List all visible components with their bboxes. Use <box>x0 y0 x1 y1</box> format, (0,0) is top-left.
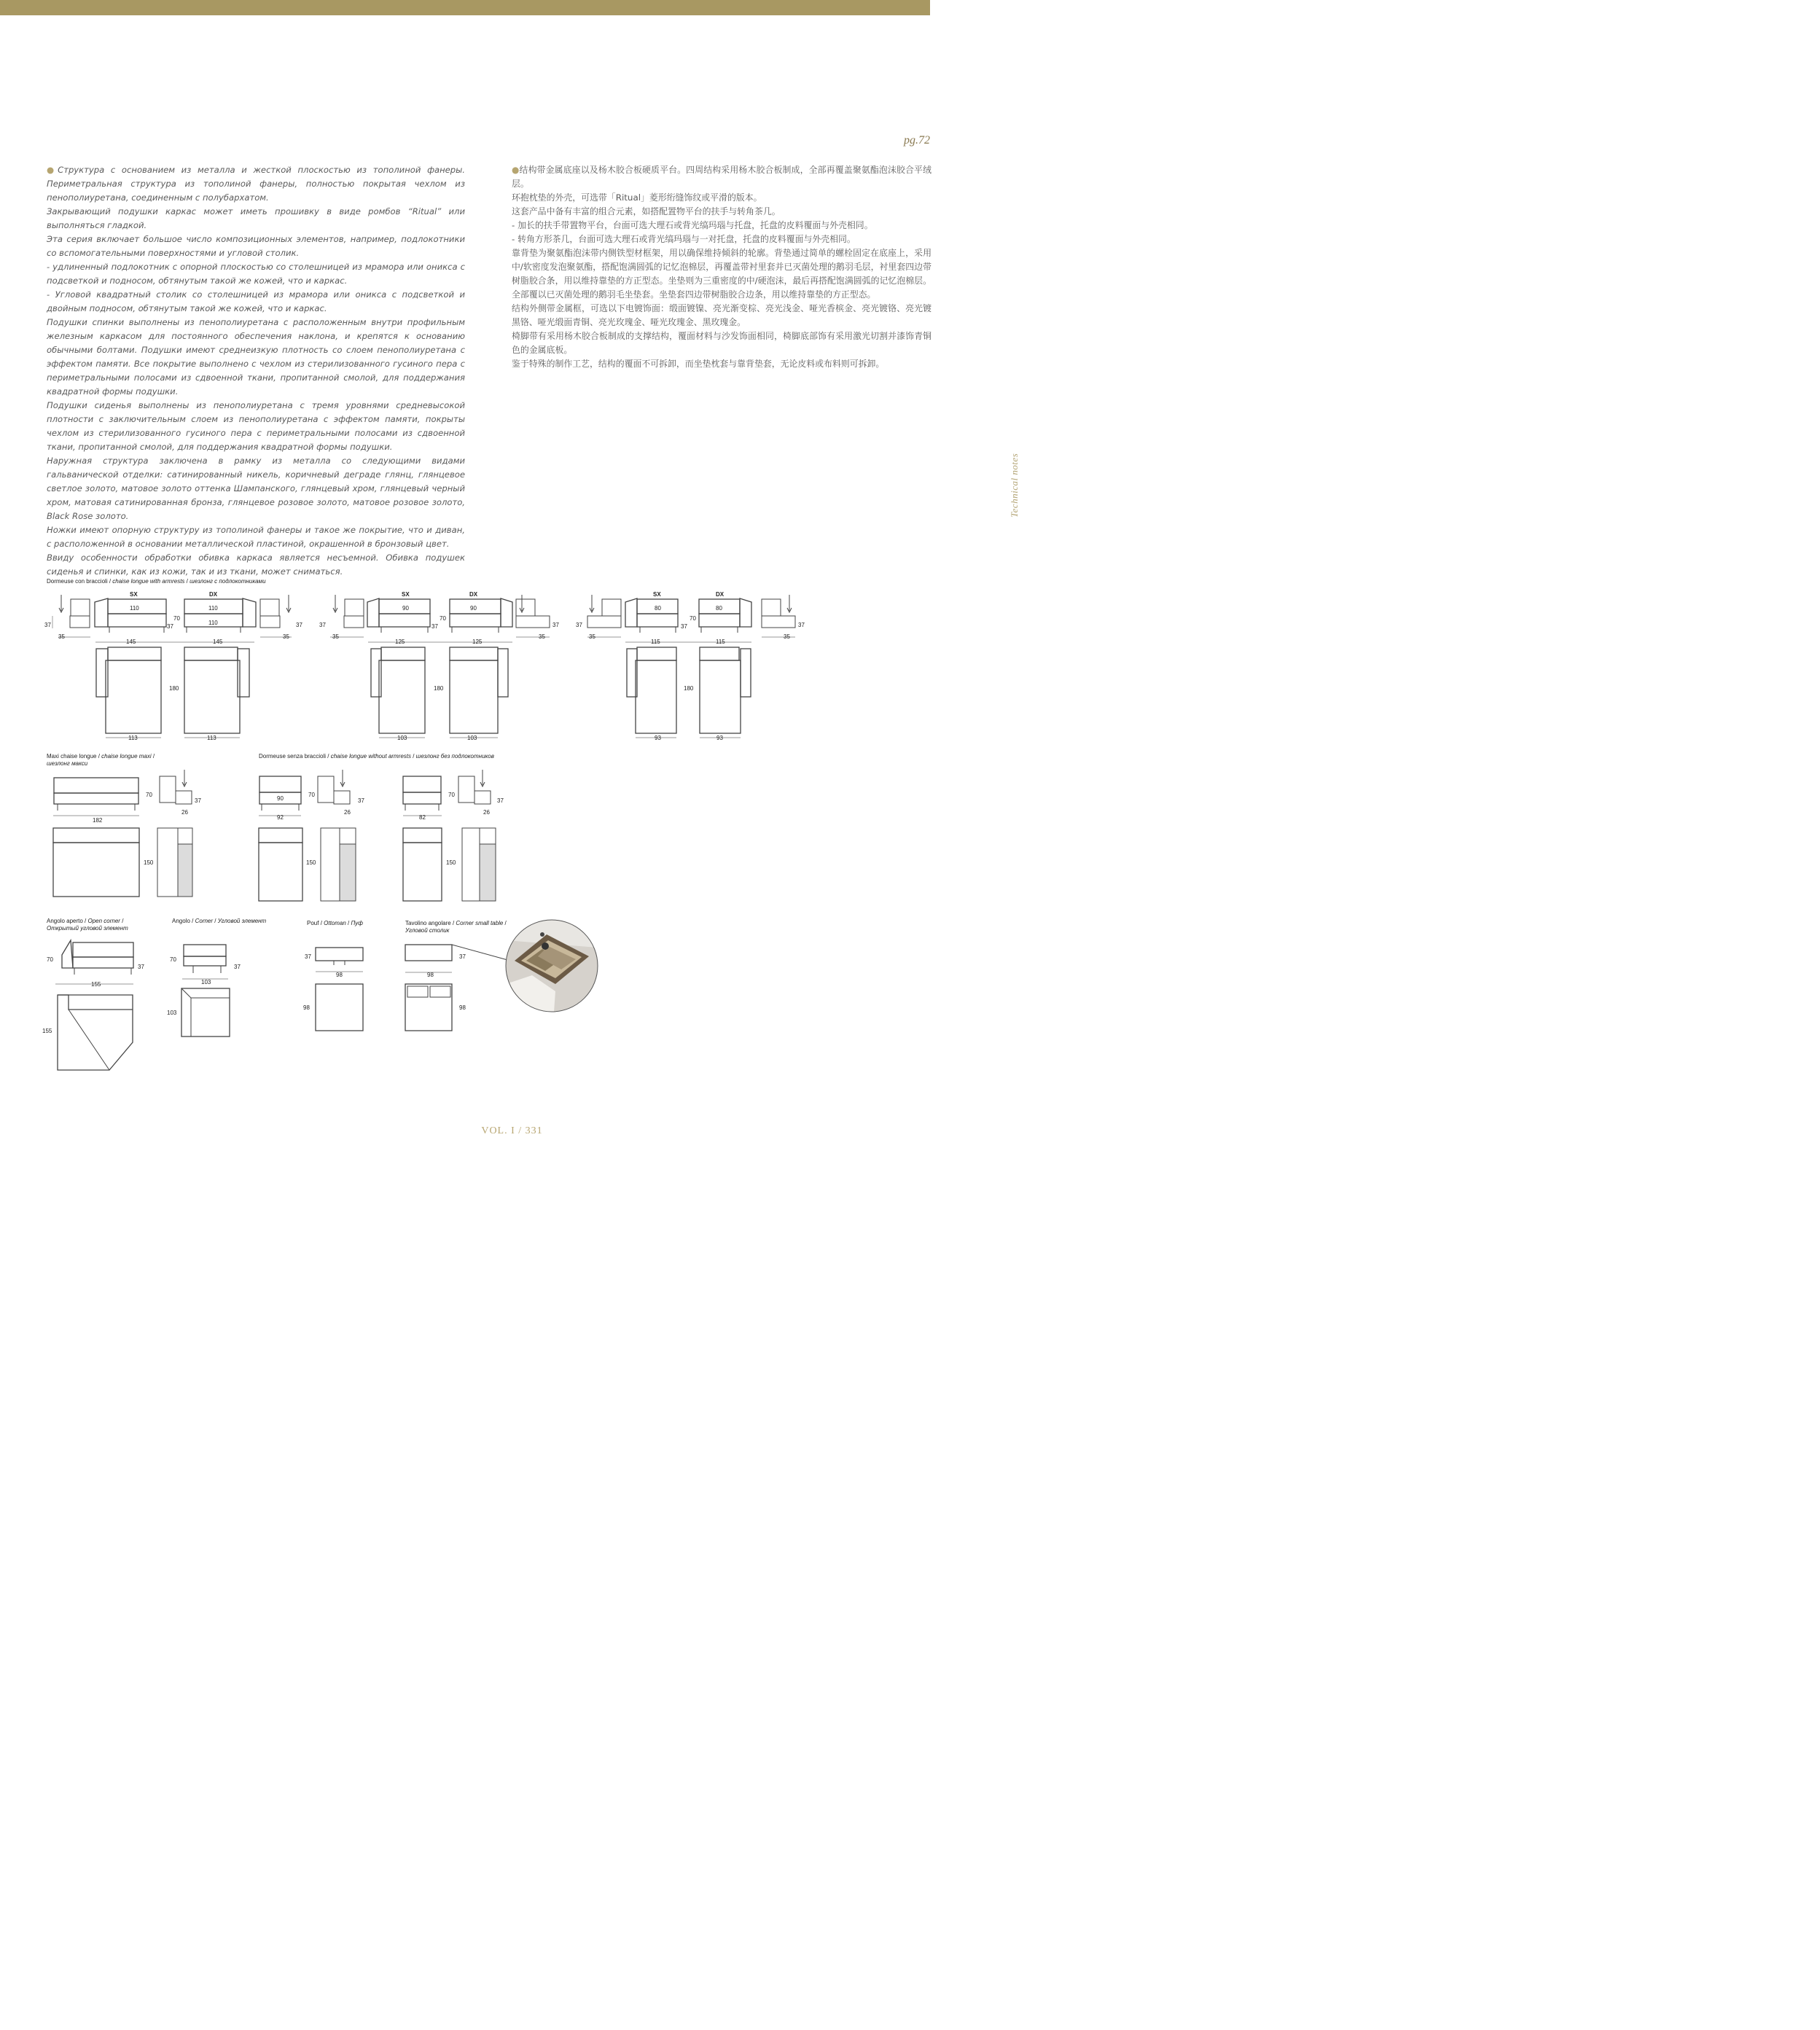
dim: 150 <box>306 859 316 866</box>
dim-dx: DX <box>209 591 218 598</box>
dim: 180 <box>434 685 444 692</box>
dim: 180 <box>684 685 694 692</box>
zh-paragraph: 靠背垫为聚氨酯泡沫带内侧铁型材框架，用以确保维持倾斜的轮廓。背垫通过简单的螺栓固定在底座上，采用中/软密度发泡聚氨酯，搭配饱满圆弧的记忆泡棉层，再覆盖带衬里套并已灭菌处理的鹅羽毛层，衬里套四边带树脂胶合条，用以维持靠垫的方正型态。坐垫则为三重密度的中/硬泡沫，最后再搭配饱满圆弧的记忆泡棉层。全部覆以已灭菌处理的鹅羽毛坐垫套。坐垫套四边带树脂胶合边条，用以维持靠垫的方正型态。 <box>512 248 932 300</box>
dim: 35 <box>283 633 289 640</box>
zh-paragraph: 这套产品中备有丰富的组合元素，如搭配置物平台的扶手与转角茶几。 <box>512 206 781 216</box>
dim: 115 <box>651 639 660 645</box>
dim: 37 <box>431 623 438 630</box>
dim: 115 <box>716 639 725 645</box>
dim: 93 <box>716 735 723 741</box>
maxi-chaise <box>53 770 192 897</box>
zh-paragraph: 环抱枕垫的外壳，可选带「Ritual」菱形绗缝饰纹或平滑的版本。 <box>512 192 762 203</box>
dim-sx: SX <box>653 591 661 598</box>
dim: 145 <box>213 639 223 645</box>
ru-paragraph: Подушки спинки выполнены из пенополиуретана с расположенным внутри профильным железным каркасом для постоянного обеспечения наклона, и крепятся к основанию обычными болтами. Подушки имеют среднеизкую плотность со слоем пенополиуретана с эффектом памяти. Все покрытие выполнено с чехлом из стерилизованного гусиного пера с периметральными полосами из сдвоенной ткани, пропитанной смолой, для поддержания квадратной формы подушки. <box>47 317 465 397</box>
dim: 98 <box>459 1004 466 1011</box>
noarm-82 <box>403 770 496 901</box>
ru-paragraph: Подушки сиденья выполнены из пенополиуретана с тремя уровнями средневысокой плотности с заключительным слоем из пенополиуретана с эффектом памяти, покрыты чехлом из стерилизованного гусиного пера с периметральными полосами из сдвоенной ткани, пропитанной смолой, для поддержания квадратной формы подушки. <box>47 400 465 452</box>
dim: 37 <box>552 622 559 628</box>
dim: 125 <box>472 639 483 645</box>
dim: 90 <box>277 795 284 802</box>
dim: 70 <box>690 615 696 622</box>
dim: 37 <box>44 622 51 628</box>
corner <box>181 945 230 1037</box>
dim: 103 <box>397 735 407 741</box>
ru-paragraph: Ножки имеют опорную структуру из тополиной фанеры и такое же покрытие, что и диван, с расположенной в основании металлической пластиной, окрашенной в бронзовый цвет. <box>47 525 465 549</box>
dim: 37 <box>195 797 201 804</box>
ru-paragraph: Ввиду особенности обработки обивка каркаса является несъемной. Обивка подушек сиденья и спинки, как из кожи, так и из ткани, может сниматься. <box>47 553 465 577</box>
dim: 110 <box>208 620 218 626</box>
dim: 182 <box>93 817 103 824</box>
zh-paragraph: - 转角方形茶几，台面可选大理石或背光缟玛瑙与一对托盘，托盘的皮料覆面与外壳相同。 <box>512 234 856 244</box>
dim: 35 <box>332 633 339 640</box>
dim: 35 <box>589 633 595 640</box>
label-dormeuse-arm: Dormeuse con braccioli / chaise longue with armrests / шезлонг с подлокотниками <box>47 578 266 585</box>
dim: 37 <box>358 797 364 804</box>
ru-paragraph: Наружная структура заключена в рамку из металла со следующими видами гальванической отделки: сатинированный никель, коричневый деграде глянц, глянцевое светлое золото, матовое золото оттенка Шампанского, глянцевый хром, глянцевый черный хром, матовая сатинированная бронза, глянцевое розовое золото, матовое розовое золото, Black Rose золото. <box>47 456 465 521</box>
dim: 113 <box>207 735 216 741</box>
dim: 145 <box>126 639 136 645</box>
dim: 70 <box>146 792 152 798</box>
dim: 37 <box>305 953 311 960</box>
dim: 90 <box>470 605 477 612</box>
dim-dx: DX <box>716 591 725 598</box>
dim: 90 <box>402 605 409 612</box>
open-corner <box>55 940 133 1070</box>
label-pouf: Pouf / Ottoman / Пуф <box>307 920 363 926</box>
dim: 150 <box>446 859 456 866</box>
dim: 70 <box>308 792 315 798</box>
footer-volume: VOL. I / 331 <box>481 1125 543 1136</box>
dim: 70 <box>47 956 53 963</box>
label-dormeuse-noarm: Dormeuse senza braccioli / chaise longue without armrests / шезлонг без подлокотников <box>259 753 494 760</box>
sx-arm <box>95 598 108 627</box>
label-corner: Angolo / Corner / Угловой элемент <box>172 918 267 924</box>
dim: 155 <box>91 981 101 988</box>
dim: 37 <box>138 964 144 970</box>
dim: 98 <box>303 1004 310 1011</box>
dim: 37 <box>296 622 302 628</box>
dim: 103 <box>467 735 477 741</box>
dim: 26 <box>483 809 490 816</box>
dim: 80 <box>655 605 661 612</box>
dim: 35 <box>539 633 545 640</box>
ottoman <box>316 948 363 1031</box>
label-maxi: Maxi chaise longue / chaise longue maxi / шезлонг макси <box>47 753 155 767</box>
zh-paragraph: 结构外侧带金属框，可选以下电镀饰面：缎面镀镍、亮光渐变棕、亮光浅金、哑光香槟金、亮光镀铬、亮光镀黑铬、哑光缎面青铜、亮光玫瑰金、哑光玫瑰金、黑玫瑰金。 <box>512 303 932 327</box>
dx-arm <box>243 598 256 627</box>
dim: 82 <box>419 814 426 821</box>
dim: 92 <box>277 814 284 821</box>
dim: 37 <box>167 623 173 630</box>
dim: 70 <box>173 615 180 622</box>
dim: 37 <box>681 623 687 630</box>
dim: 26 <box>344 809 351 816</box>
noarm-90 <box>259 770 356 901</box>
dim: 80 <box>716 605 722 612</box>
corner-table-photo <box>506 920 598 1012</box>
label-open-corner: Angolo aperto / Open corner / Открытый угловой элемент <box>47 918 128 932</box>
dim: 150 <box>144 859 154 866</box>
dim: 35 <box>58 633 65 640</box>
dim: 103 <box>201 979 211 985</box>
zh-paragraph: 椅脚带有采用杨木胶合板制成的支撑结构，覆面材料与沙发饰面相同，椅脚底部饰有采用激光切割并漆饰青铜色的金属底板。 <box>512 331 932 355</box>
dim-dx: DX <box>469 591 478 598</box>
dim: 113 <box>128 735 138 741</box>
zh-paragraph: 鉴于特殊的制作工艺，结构的覆面不可拆卸，而坐垫枕套与靠背垫套，无论皮料或布料则可拆卸。 <box>512 359 885 369</box>
dim: 37 <box>798 622 805 628</box>
dim: 180 <box>169 685 179 692</box>
dim: 155 <box>42 1028 52 1034</box>
dim-sx: SX <box>130 591 138 598</box>
side-label-text: Technical notes <box>1009 453 1020 518</box>
label-table: Tavolino angolare / Corner small table / Угловой столик <box>405 920 507 934</box>
dim: 103 <box>167 1010 177 1016</box>
dim: 37 <box>497 797 504 804</box>
dim: 37 <box>576 622 582 628</box>
ru-paragraph: Эта серия включает большое число композиционных элементов, например, подлокотники со вспомогательными поверхностями и угловой столик. <box>47 234 465 258</box>
dim: 110 <box>130 605 139 612</box>
dim: 37 <box>459 953 466 960</box>
bullet-icon: ● <box>47 165 58 175</box>
bullet-icon: ● <box>512 165 520 175</box>
ru-paragraph: - Угловой квадратный столик со столешницей из мрамора или оникса с подсветкой и двойным подносом, обтянутым такой же кожей, что и каркас. <box>47 289 465 313</box>
dim-sx: SX <box>402 591 410 598</box>
dim: 98 <box>336 972 343 978</box>
ru-paragraph: - удлиненный подлокотник с опорной плоскостью со столешницей из мрамора или оникса с подсветкой и подносом, обтянутым такой же кожей, что и каркас. <box>47 262 465 286</box>
corner-table <box>405 945 510 1031</box>
dim: 98 <box>427 972 434 978</box>
page-number: pg.72 <box>904 134 930 147</box>
dormeuse-set-110 <box>52 595 292 738</box>
dim: 37 <box>319 622 326 628</box>
dim: 125 <box>395 639 405 645</box>
zh-paragraph: ●结构带金属底座以及杨木胶合板硬质平台。四周结构采用杨木胶合板制成，全部再覆盖聚氨酯泡沫胶合平绒层。 <box>512 165 932 189</box>
dim: 26 <box>181 809 188 816</box>
ru-paragraph: ●Структура с основанием из металла и жесткой плоскостью из тополиной фанеры. Периметральная структура из тополиной фанеры, полностью покрытая чехлом из пенополиуретана, соединенным с полубархатом. <box>47 165 465 203</box>
dim: 70 <box>448 792 455 798</box>
dim: 35 <box>784 633 790 640</box>
dim: 37 <box>234 964 241 970</box>
dim: 70 <box>440 615 446 622</box>
ru-paragraph: Закрывающий подушки каркас может иметь прошивку в виде ромбов “Ritual” или выполняться гладкой. <box>47 206 465 230</box>
dim: 70 <box>170 956 176 963</box>
zh-paragraph: - 加长的扶手带置物平台，台面可选大理石或背光缟玛瑙与托盘，托盘的皮料覆面与外壳相同。 <box>512 220 873 230</box>
dim: 110 <box>208 605 218 612</box>
side-table-left <box>70 616 90 628</box>
dim: 93 <box>655 735 661 741</box>
